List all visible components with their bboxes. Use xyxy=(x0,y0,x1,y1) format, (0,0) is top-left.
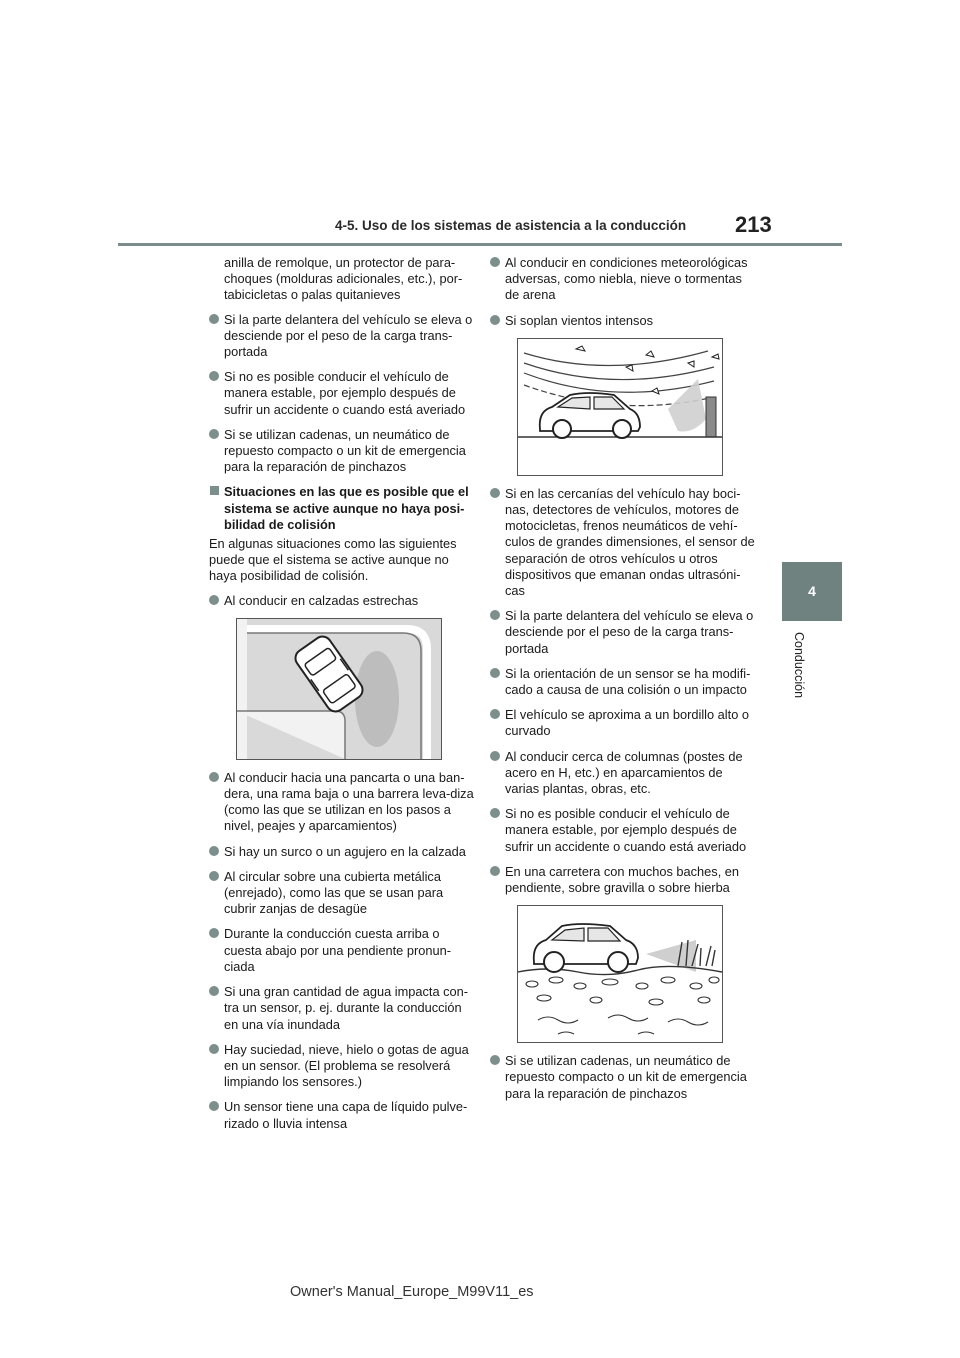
list-item: Si la parte delantera del vehículo se eleva o desciende por el peso de la carga trans-portada xyxy=(209,312,474,361)
list-item: Al conducir cerca de columnas (postes de acero en H, etc.) en aparcamientos de varias plantas, obras, etc. xyxy=(490,749,755,798)
list-item: En una carretera con muchos baches, en pendiente, sobre gravilla o sobre hierba xyxy=(490,864,755,896)
list-item: Al conducir hacia una pancarta o una ban-dera, una rama baja o una barrera leva-diza (como las que se utilizan en los pasos a nivel, peajes y aparcamientos) xyxy=(209,770,474,835)
bullet-icon xyxy=(490,808,500,818)
bullet-icon xyxy=(490,610,500,620)
narrow-road-illustration xyxy=(236,618,442,760)
page-number: 213 xyxy=(735,212,772,237)
list-item: Si la orientación de un sensor se ha modifi-cado a causa de una colisión o un impacto xyxy=(490,666,755,698)
list-item: El vehículo se aproxima a un bordillo alto o curvado xyxy=(490,707,755,739)
bullet-icon xyxy=(209,871,219,881)
section-title: 4-5. Uso de los sistemas de asistencia a la conducción xyxy=(335,218,687,233)
left-column xyxy=(209,255,474,1141)
bullet-icon xyxy=(490,751,500,761)
section-heading: Situaciones en las que es posible que el sistema se active aunque no haya posi-bilidad de colisión xyxy=(209,484,474,533)
car-icon xyxy=(534,924,638,972)
bullet-icon xyxy=(490,315,500,325)
bullet-icon xyxy=(209,1044,219,1054)
list-item: Si soplan vientos intensos xyxy=(490,313,755,329)
bullet-icon xyxy=(209,772,219,782)
header-rule xyxy=(118,243,842,246)
list-item: Al circular sobre una cubierta metálica (enrejado), como las que se usan para cubrir zanjas de desagüe xyxy=(209,869,474,918)
list-item: Un sensor tiene una capa de líquido pulve-rizado o lluvia intensa xyxy=(209,1099,474,1131)
bullet-icon xyxy=(490,488,500,498)
rough-road-illustration xyxy=(517,905,723,1043)
bullet-icon xyxy=(490,866,500,876)
list-item: Durante la conducción cuesta arriba o cuesta abajo por una pendiente pronun-ciada xyxy=(209,926,474,975)
chapter-label: Conducción xyxy=(792,632,806,699)
list-item: Si se utilizan cadenas, un neumático de repuesto compacto o un kit de emergencia para la reparación de pinchazos xyxy=(209,427,474,476)
bullet-icon xyxy=(209,371,219,381)
list-item: Si en las cercanías del vehículo hay boci-nas, detectores de vehículos, motores de motocicletas, frenos neumáticos de vehí-culos de grandes dimensiones, el sensor de separación de otros vehículos u otros dispositivos que emanan ondas ultrasóni-cas xyxy=(490,486,755,599)
list-item: Si no es posible conducir el vehículo de manera estable, por ejemplo después de sufrir un accidente o cuando está averiado xyxy=(209,369,474,418)
bullet-icon xyxy=(209,595,219,605)
bullet-icon xyxy=(490,1055,500,1065)
list-item: Al conducir en condiciones meteorológicas adversas, como niebla, nieve o tormentas de arena xyxy=(490,255,755,304)
bullet-icon xyxy=(490,668,500,678)
bullet-icon xyxy=(209,928,219,938)
car-icon xyxy=(540,393,640,438)
list-item: Hay suciedad, nieve, hielo o gotas de agua en un sensor. (El problema se resolverá limpiando los sensores.) xyxy=(209,1042,474,1091)
list-item: Si hay un surco o un agujero en la calzada xyxy=(209,844,474,860)
bullet-icon xyxy=(490,257,500,267)
chapter-tab[interactable]: 4 xyxy=(782,562,842,621)
list-item: Si la parte delantera del vehículo se eleva o desciende por el peso de la carga trans-portada xyxy=(490,608,755,657)
bullet-icon xyxy=(209,986,219,996)
bullet-icon xyxy=(209,1101,219,1111)
bullet-icon xyxy=(209,846,219,856)
list-item: Si una gran cantidad de agua impacta con-tra un sensor, p. ej. durante la conducción en una vía inundada xyxy=(209,984,474,1033)
bullet-icon xyxy=(209,314,219,324)
bullet-icon xyxy=(490,709,500,719)
intro-paragraph: En algunas situaciones como las siguientes puede que el sistema se active aunque no haya posibilidad de colisión. xyxy=(209,536,457,584)
square-bullet-icon xyxy=(210,486,219,495)
list-item: Si no es posible conducir el vehículo de manera estable, por ejemplo después de sufrir un accidente o cuando está averiado xyxy=(490,806,755,855)
footer-text: Owner's Manual_Europe_M99V11_es xyxy=(290,1284,534,1300)
list-item: Al conducir en calzadas estrechas xyxy=(209,593,474,609)
strong-wind-illustration xyxy=(517,338,723,476)
list-item: Si se utilizan cadenas, un neumático de repuesto compacto o un kit de emergencia para la reparación de pinchazos xyxy=(490,1053,755,1102)
intro-continuation: anilla de remolque, un protector de para-choques (molduras adicionales, etc.), por-tabicicletas o palas quitanieves xyxy=(224,255,463,303)
right-column xyxy=(490,255,755,1111)
bullet-icon xyxy=(209,429,219,439)
